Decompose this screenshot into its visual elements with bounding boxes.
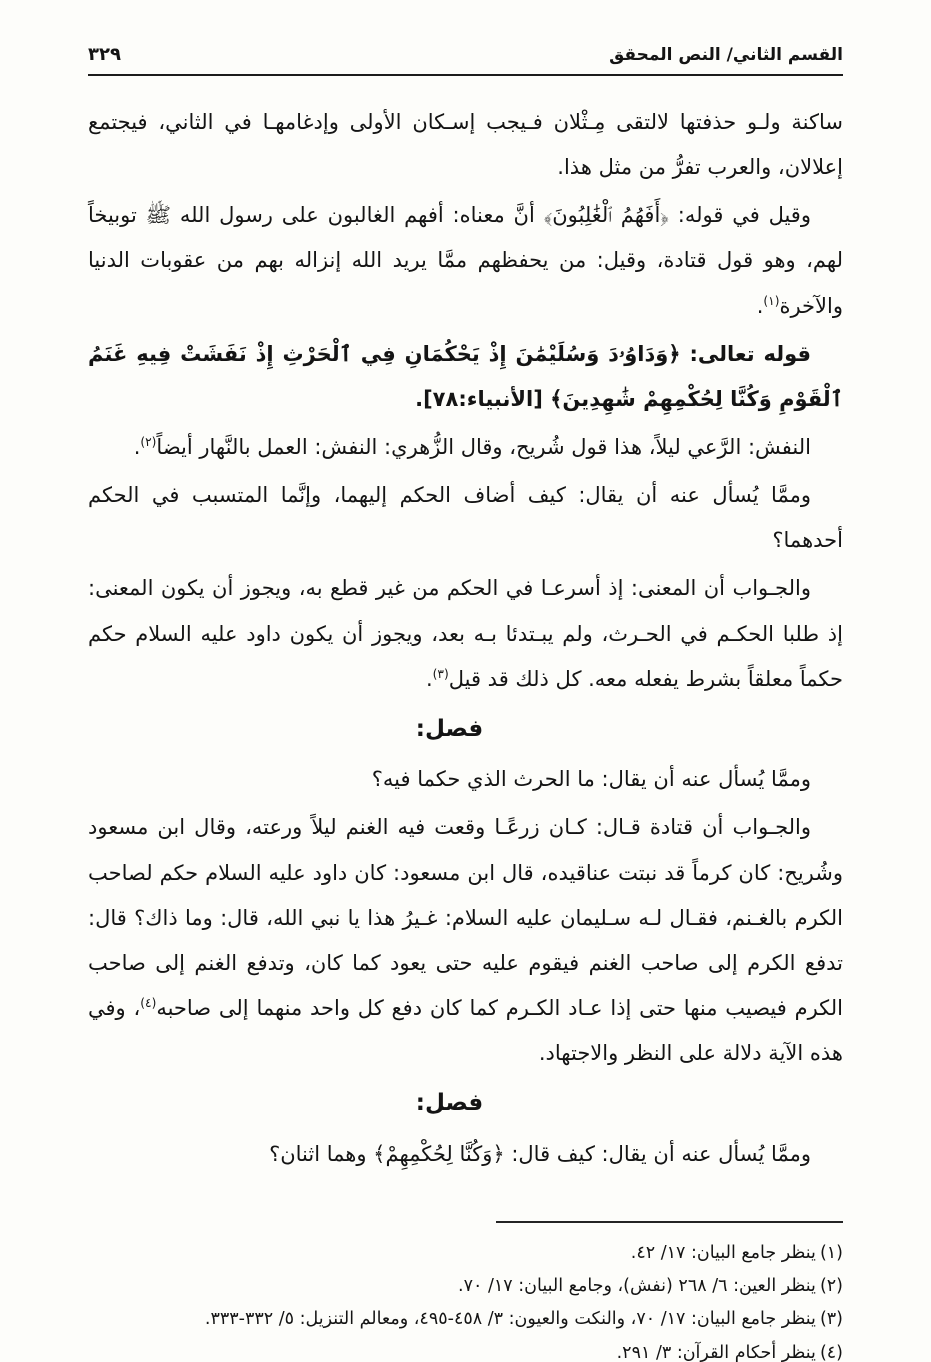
paragraph <box>88 473 843 563</box>
footnote-separator <box>496 1221 843 1223</box>
footnote-marker: (٣) <box>819 1309 843 1330</box>
paragraph-text: والجـواب أن قتادة قـال: كـان زرعًـا وقعت فيه الغنم ليلاً ورعته، وقال ابن مسعود وشُريح: كان كرماً قد نبتت عناقيده، قال ابن مسعود: كان داود عليه السلام حكم لصاحب الكرم بالغـنم، فقـال لـه سـليمان عليه السلام: غـيرُ هذا يا نبي الله، قال: وما ذاك؟ قال: تدفع الكرم إلى صاحب الغنم فيقوم عليه حتى يعود كما كان، وتدفع الغنم إلى صاحب الكرم فيصيب منها حتى إذا عـاد الكـرم كما كان دفع كل واحد منهما إلى صاحبه <box>88 815 844 1020</box>
footnote-text: ينظر جامع البيان: ١٧/ ٧٠، والنكت والعيون: ٣/ ٤٥٨-٤٩٥، ومعالم التنزيل: ٥/ ٣٣٢-٣٣٣. <box>204 1309 816 1330</box>
paragraph-text: ، وفي هذه الآية دلالة على النظر والاجتهاد. <box>88 995 843 1066</box>
paragraph-text: والجـواب أن المعنى: إذ أسرعـا في الحكم من غير قطع به، ويجوز أن يكون المعنى: إذ طلبا الحكـم في الحـرث، ولم يبـتدئا بـه بعد، ويجوز أن يكون داود عليه السلام حكم حكماً معلقاً بشرط يفعله معه. كل ذلك قد قيل <box>88 576 843 691</box>
paragraph <box>88 805 843 1076</box>
paragraph-text: وقيل في قوله: ﴿أَفَهُمُ ٱلْغَٰلِبُونَ﴾ أنَّ معناه: أفهم الغالبون على رسول الله ﷺ توبيخاً لهم، وهو قول قتادة، وقيل: من يحفظهم ممَّا يريد الله إنزاله بهم من عقوبات الدنيا والآخرة <box>88 203 843 318</box>
footnote-text: ينظر أحكام القرآن: ٣/ ٢٩١. <box>616 1342 816 1362</box>
page-number: ٣٢٩ <box>88 44 121 65</box>
footnote-ref: (٣) <box>432 666 449 681</box>
paragraph-text: وممَّا يُسأل عنه أن يقال: ما الحرث الذي حكما فيه؟ <box>371 767 811 792</box>
paragraph <box>88 193 843 328</box>
page-body <box>88 100 843 1177</box>
paragraph <box>88 757 843 802</box>
footnote-marker: (١) <box>819 1242 843 1263</box>
footnote-ref: (٤) <box>140 995 157 1010</box>
paragraph-text: وممَّا يُسأل عنه أن يقال: كيف قال: ﴿وَكُنَّا لِحُكْمِهِمْ﴾ وهما اثنان؟ <box>269 1141 811 1166</box>
paragraph-text: النفش: الرَّعي ليلاً، هذا قول شُريح، وقال الزُّهري: النفش: العمل بالنَّهار أيضاً <box>156 434 811 459</box>
section-title: القسم الثاني/ النص المحقق <box>609 45 843 65</box>
paragraph-text: . <box>756 293 764 318</box>
footnote <box>88 1270 843 1303</box>
page-header <box>88 44 843 76</box>
quran-verse <box>88 332 843 422</box>
paragraph <box>88 1132 843 1177</box>
footnote <box>88 1337 843 1362</box>
footnote-text: ينظر العين: ٦/ ٢٦٨ (نفش)، وجامع البيان: ١٧/ ٧٠. <box>458 1276 816 1297</box>
paragraph-text: وممَّا يُسأل عنه أن يقال: كيف أضاف الحكم إليهما، وإنَّما المتسبب في الحكم أحدهما؟ <box>88 483 843 553</box>
footnote-marker: (٤) <box>819 1342 843 1362</box>
paragraph <box>88 100 843 190</box>
footnotes-section <box>88 1221 843 1362</box>
footnote-marker: (٢) <box>819 1276 843 1297</box>
paragraph-text: ساكنة ولـو حذفتها لالتقى مِـثْلان فـيجب إسـكان الأولى وإدغامهـا في الثاني، فيجتمع إعلالان، والعرب تفرُّ من مثل هذا. <box>88 110 843 180</box>
paragraph <box>88 425 843 470</box>
footnote <box>88 1303 843 1336</box>
section-heading-fasl: فصل: <box>415 1090 484 1117</box>
footnote-text: ينظر جامع البيان: ١٧/ ٤٢. <box>630 1242 816 1263</box>
paragraph-text: . <box>133 434 141 459</box>
footnote-ref: (٢) <box>140 434 157 449</box>
footnote <box>88 1237 843 1270</box>
footnote-ref: (١) <box>763 293 780 308</box>
section-heading-fasl: فصل: <box>415 715 484 742</box>
paragraph <box>88 566 843 701</box>
paragraph-text: . <box>425 666 433 691</box>
verse-text: قوله تعالى: ﴿وَدَاوُۥدَ وَسُلَيْمَٰنَ إِذْ يَحْكُمَانِ فِي ٱلْحَرْثِ إِذْ نَفَشَتْ فِيهِ غَنَمُ ٱلْقَوْمِ وَكُنَّا لِحُكْمِهِمْ شَٰهِدِينَ﴾ [الأنبياء:٧٨]. <box>88 341 843 411</box>
